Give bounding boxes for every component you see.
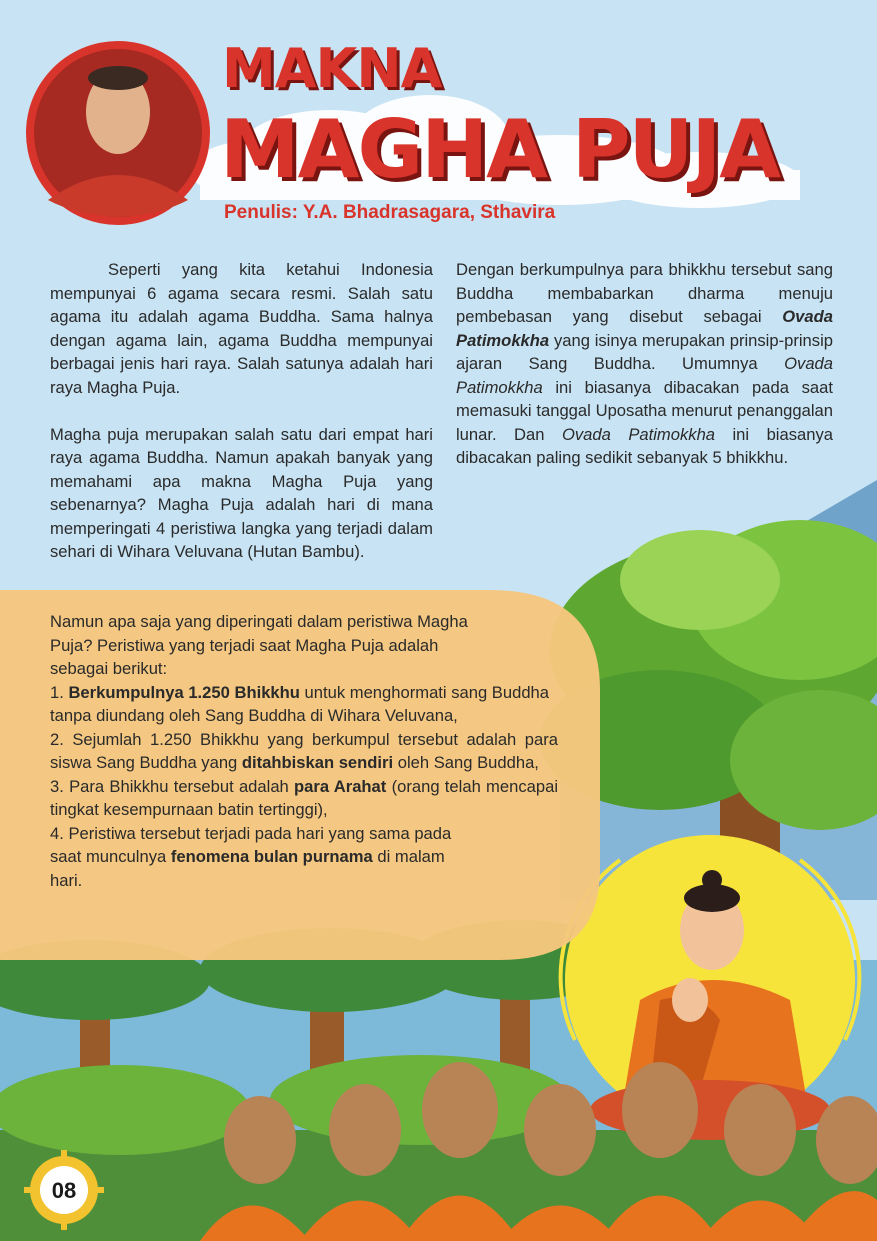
magha-puja-events-box [50,610,558,892]
column-right [456,258,833,493]
list-item: 3. Para Bhikkhu tersebut adalah para Arahat (orang telah mencapai tingkat kesempurnaan batin tertinggi), [50,776,559,819]
title-line-2: MAGHA PUJA [220,103,780,196]
paragraph: Dengan berkumpulnya para bhikkhu tersebut sang Buddha membabarkan dharma menuju pembebasan yang disebut sebagai Ovada Patimokkha yang isinya merupakan prinsip-prinsip ajaran Sang Buddha. Umumnya Ovada Patimokkha ini biasanya dibacakan pada saat memasuki tanggal Uposatha menurut penanggalan lunar. Dan Ovada Patimokkha ini biasanya dibacakan paling sedikit sebanyak 5 bhikkhu. [456,260,833,467]
list-item: 1. Berkumpulnya 1.250 Bhikkhu untuk menghormati sang Buddha tanpa diundang oleh Sang Buddha di Wihara Veluvana, [50,682,550,725]
column-left [50,258,433,587]
box-intro: Namun apa saja yang diperingati dalam peristiwa Magha Puja? Peristiwa yang terjadi saat Magha Puja adalah sebagai berikut: [50,612,468,678]
paragraph: Seperti yang kita ketahui Indonesia mempunyai 6 agama secara resmi. Salah satu agama itu adalah agama Buddha. Sama halnya dengan agama lain, agama Buddha mempunyai berbagai jenis hari raya. Salah satunya adalah hari raya Magha Puja. [50,260,433,397]
page-number: 08 [51,1178,77,1203]
author-portrait [26,41,210,225]
author-line: Penulis: Y.A. Bhadrasagara, Sthavira [224,202,556,223]
paragraph: Magha puja merupakan salah satu dari empat hari raya agama Buddha. Namun apakah banyak yang memahami apa makna Magha Puja yang sebenarnya? Magha Puja adalah hari di mana memperingati 4 peristiwa langka yang terjadi dalam sehari di Wihara Veluvana (Hutan Bambu). [50,424,433,561]
title-line-1: MAKNA [222,37,442,100]
list-item: 4. Peristiwa tersebut terjadi pada hari yang sama pada saat munculnya fenomena bulan purnama di malam hari. [50,823,452,890]
list-item: 2. Sejumlah 1.250 Bhikkhu yang berkumpul tersebut adalah para siswa Sang Buddha yang ditahbiskan sendiri oleh Sang Buddha, [50,729,558,772]
